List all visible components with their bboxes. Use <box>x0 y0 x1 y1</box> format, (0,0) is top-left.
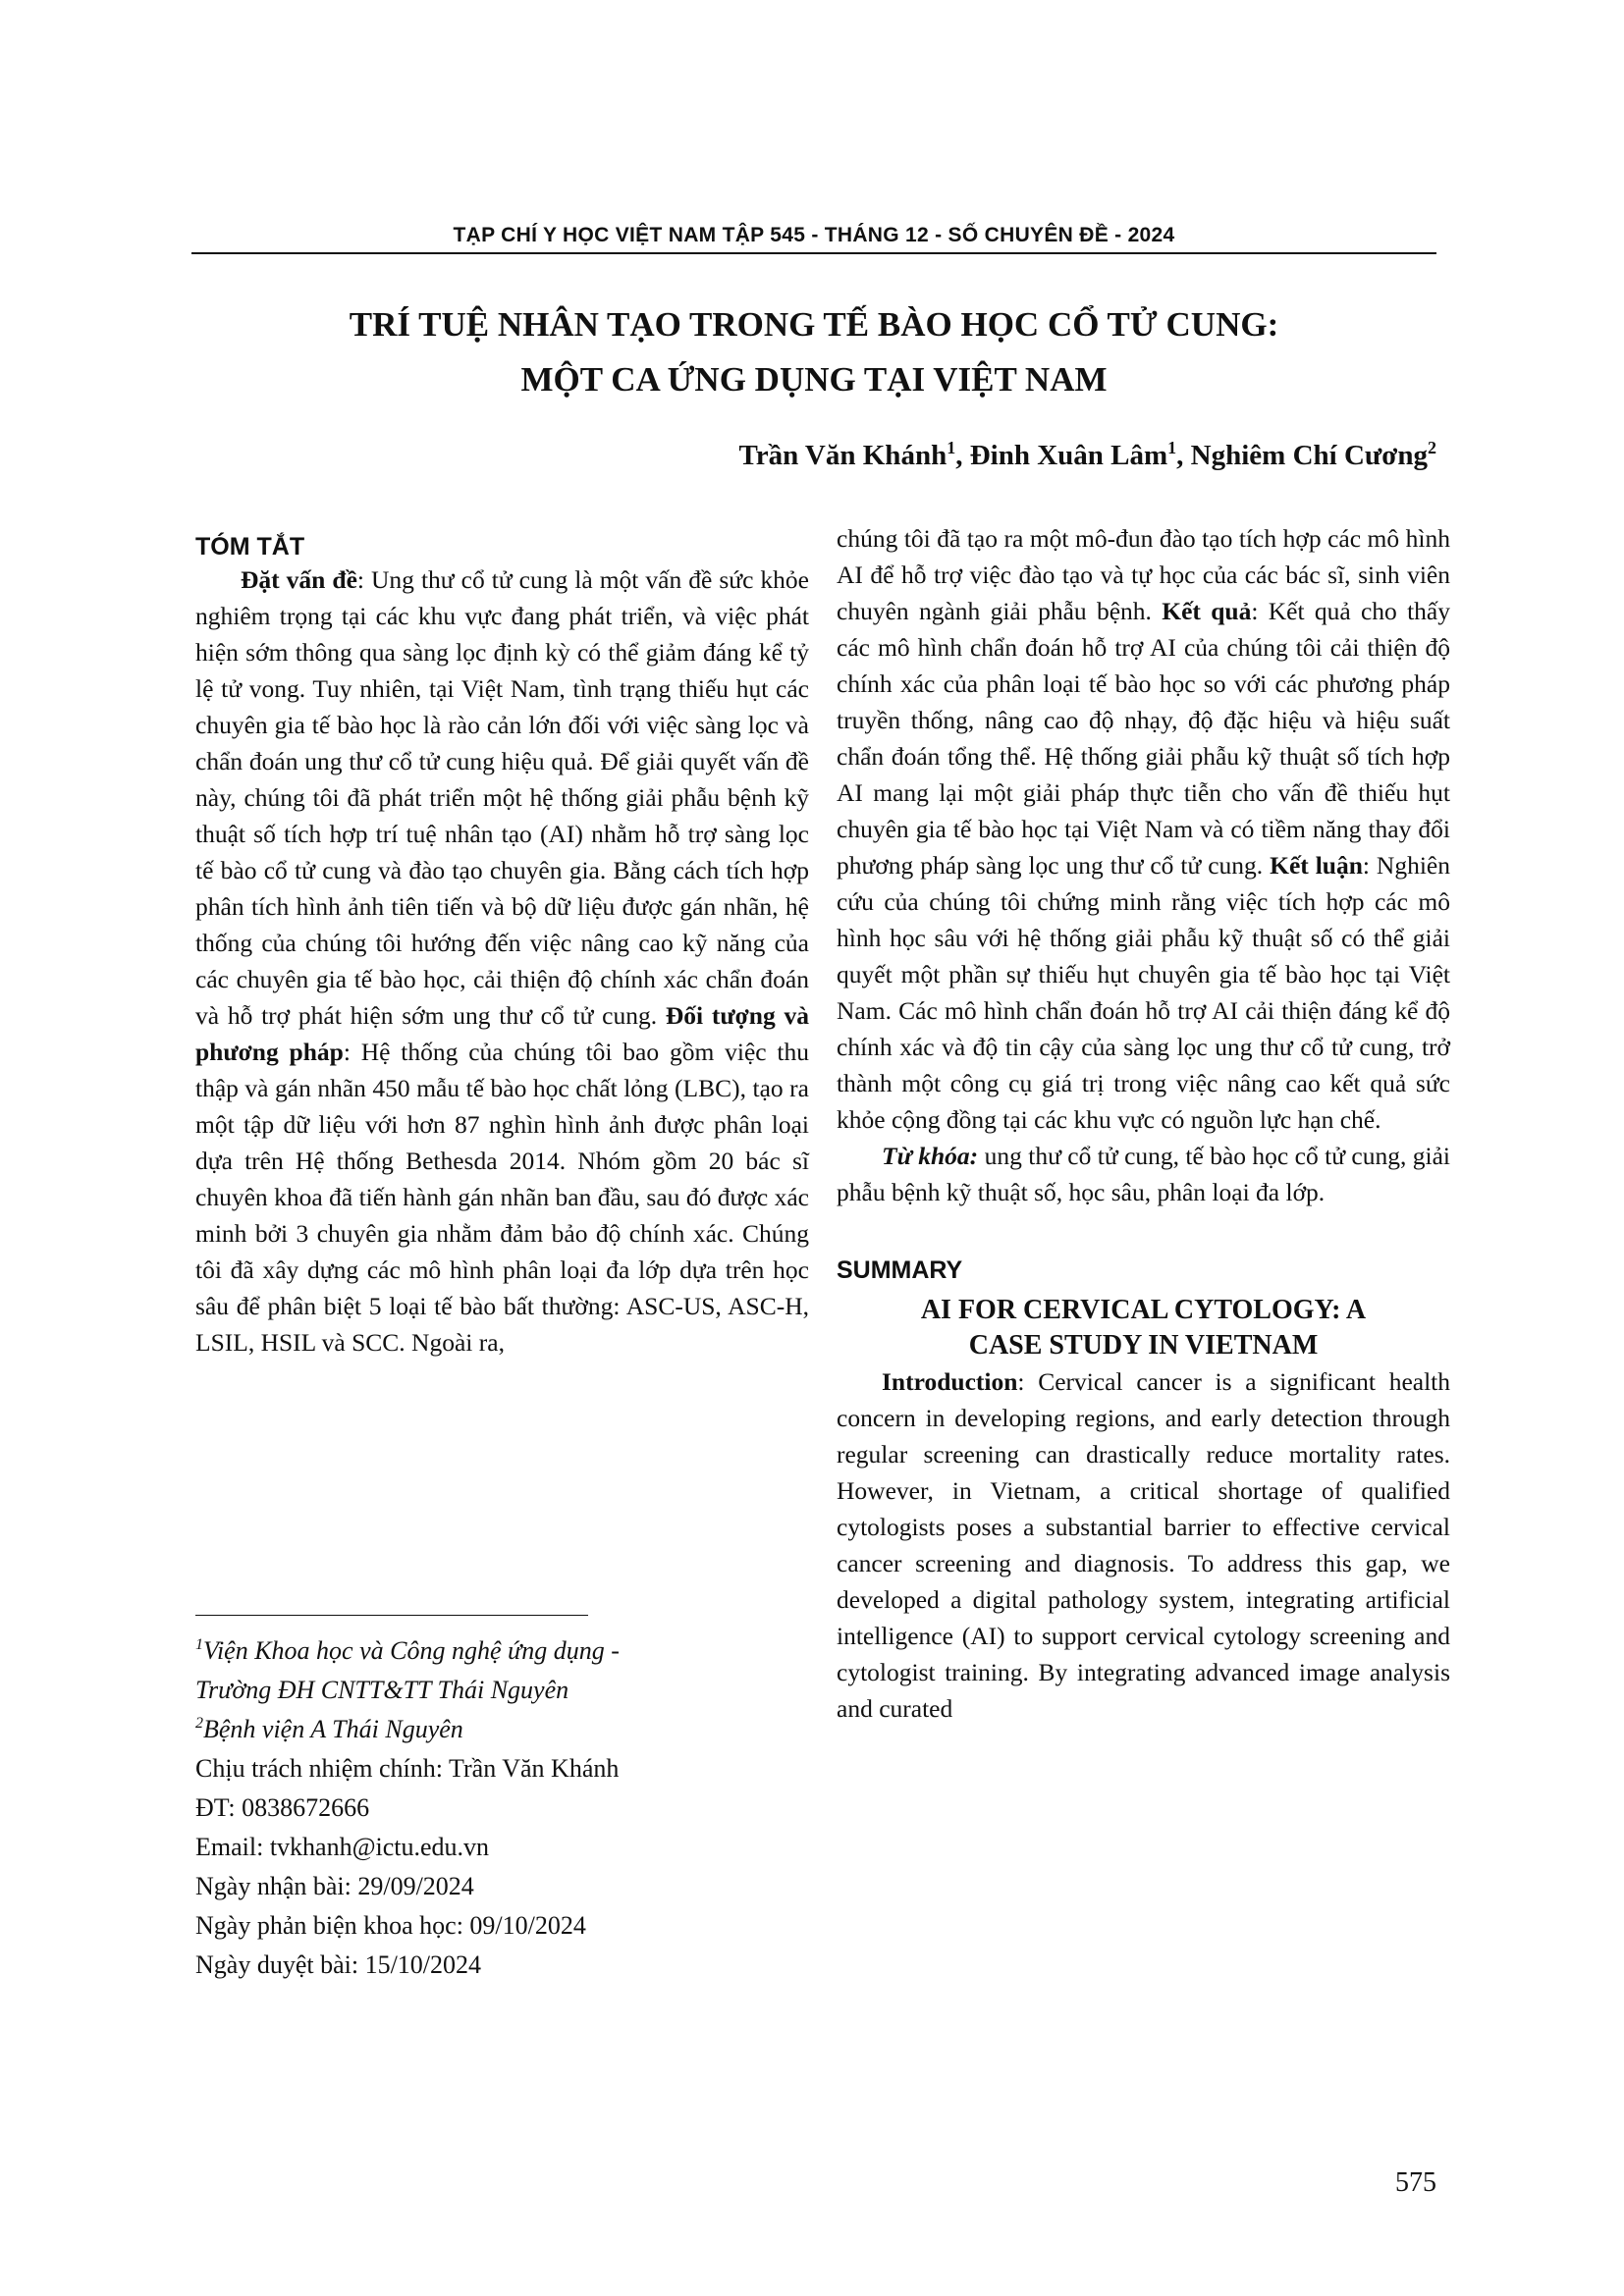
abstract-paragraph-vi-continued <box>837 520 1450 1138</box>
affiliation-1 <box>195 1631 809 1671</box>
article-title-line-1: TRÍ TUỆ NHÂN TẠO TRONG TẾ BÀO HỌC CỔ TỬ CUNG: <box>349 305 1279 344</box>
intro-text: : Ung thư cổ tử cung là một vấn đề sức khỏe nghiêm trọng tại các khu vực đang phát triển, và việc phát hiện sớm thông qua sàng lọc định kỳ có thể giảm đáng kể tỷ lệ tử vong. Tuy nhiên, tại Việt Nam, tình trạng thiếu hụt các chuyên gia tế bào học là rào cản lớn đối với việc sàng lọc và chẩn đoán ung thư cổ tử cung hiệu quả. Để giải quyết vấn đề này, chúng tôi đã phát triển một hệ thống giải phẫu bệnh kỹ thuật số tích hợp trí tuệ nhân tạo (AI) nhằm hỗ trợ sàng lọc tế bào cổ tử cung và đào tạo chuyên gia. Bằng cách tích hợp phân tích hình ảnh tiên tiến và bộ dữ liệu được gán nhãn, hệ thống của chúng tôi hướng đến việc nâng cao kỹ năng của các chuyên gia tế bào học, cải thiện độ chính xác chẩn đoán và hỗ trợ phát hiện sớm ung thư cổ tử cung. <box>195 565 809 1030</box>
conclusion-label: Kết luận <box>1270 851 1363 880</box>
corresponding-author: Chịu trách nhiệm chính: Trần Văn Khánh <box>195 1754 620 1783</box>
header-rule <box>191 252 1436 254</box>
keywords-text: ung thư cổ tử cung, tế bào học cổ tử cung, giải phẫu bệnh kỹ thuật số, học sâu, phân loại đa lớp. <box>837 1142 1451 1206</box>
footnotes <box>195 1631 809 1985</box>
author-name: Trần Văn Khánh <box>738 440 947 471</box>
intro-label: Đặt vấn đề <box>241 565 357 594</box>
email-address: Email: tvkhanh@ictu.edu.vn <box>195 1833 490 1861</box>
date-reviewed: Ngày phản biện khoa học: 09/10/2024 <box>195 1911 586 1940</box>
author-affiliation-marker: 1 <box>947 438 956 457</box>
results-label: Kết quả <box>1162 597 1252 625</box>
methods-text-continued: chúng tôi đã tạo ra một mô-đun đào tạo tích hợp các mô hình AI để hỗ trợ việc đào tạo và tự học của các bác sĩ, sinh viên chuyên ngành giải phẫu bệnh. <box>837 524 1450 625</box>
article-title <box>191 297 1436 407</box>
author-name: Nghiêm Chí Cương <box>1190 440 1428 471</box>
english-title-line-1: AI FOR CERVICAL CYTOLOGY: A <box>920 1295 1367 1325</box>
abstract-heading: TÓM TẮT <box>195 533 305 561</box>
author-separator: , <box>1176 440 1191 471</box>
english-title <box>837 1293 1450 1363</box>
running-header: TẠP CHÍ Y HỌC VIỆT NAM TẬP 545 - THÁNG 12 - SỐ CHUYÊN ĐỀ - 2024 <box>453 224 1175 246</box>
keywords-label: Từ khóa: <box>882 1142 979 1170</box>
page-number: 575 <box>1395 2167 1436 2198</box>
summary-heading: SUMMARY <box>837 1256 963 1284</box>
phone-number: ĐT: 0838672666 <box>195 1793 370 1822</box>
affiliation-marker: 1 <box>195 1636 203 1653</box>
author-affiliation-marker: 2 <box>1428 438 1436 457</box>
affiliation-1-line-1: Viện Khoa học và Công nghệ ứng dụng - <box>203 1636 620 1665</box>
introduction-text: : Cervical cancer is a significant health concern in developing regions, and early detection through regular screening can drastically reduce mortality rates. However, in Vietnam, a critical shortage of qualified cytologists poses a substantial barrier to effective cervical cancer screening and diagnosis. To address this gap, we developed a digital pathology system, integrating artificial intelligence (AI) to support cervical cytology screening and cytologist training. By integrating advanced image analysis and curated <box>837 1367 1450 1723</box>
article-title-line-2: MỘT CA ỨNG DỤNG TẠI VIỆT NAM <box>520 360 1108 399</box>
author-separator: , <box>955 440 970 471</box>
methods-text: : Hệ thống của chúng tôi bao gồm việc thu thập và gán nhãn 450 mẫu tế bào học chất lỏng (LBC), tạo ra một tập dữ liệu với hơn 87 nghìn hình ảnh được phân loại dựa trên Hệ thống Bethesda 2014. Nhóm gồm 20 bác sĩ chuyên khoa đã tiến hành gán nhãn ban đầu, sau đó được xác minh bởi 3 chuyên gia nhằm đảm bảo độ chính xác. Chúng tôi đã xây dựng các mô hình phân loại đa lớp dựa trên học sâu để phân biệt 5 loại tế bào bất thường: ASC-US, ASC-H, LSIL, HSIL và SCC. Ngoài ra, <box>195 1038 809 1357</box>
conclusion-text: : Nghiên cứu của chúng tôi chứng minh rằng việc tích hợp các mô hình học sâu với hệ thống giải phẫu kỹ thuật số có thể giải quyết một phần sự thiếu hụt chuyên gia tế bào học tại Việt Nam. Các mô hình chẩn đoán hỗ trợ AI cải thiện đáng kể độ chính xác và độ tin cậy của sàng lọc ung thư cổ tử cung, trở thành một công cụ giá trị trong việc nâng cao kết quả sức khỏe cộng đồng tại các khu vực có nguồn lực hạn chế. <box>837 851 1451 1134</box>
introduction-label: Introduction <box>882 1367 1018 1396</box>
english-title-line-2: CASE STUDY IN VIETNAM <box>968 1330 1319 1361</box>
footnote-rule <box>195 1615 588 1616</box>
author-name: Đinh Xuân Lâm <box>969 440 1168 471</box>
author-affiliation-marker: 1 <box>1167 438 1177 457</box>
results-text: : Kết quả cho thấy các mô hình chẩn đoán hỗ trợ AI của chúng tôi cải thiện độ chính xác của phân loại tế bào học so với các phương pháp truyền thống, nâng cao độ nhạy, độ đặc hiệu và hiệu suất chẩn đoán tổng thể. Hệ thống giải phẫu kỹ thuật số tích hợp AI mang lại một giải pháp thực tiễn cho vấn đề thiếu hụt chuyên gia tế bào học tại Việt Nam và có tiềm năng thay đổi phương pháp sàng lọc ung thư cổ tử cung. <box>837 597 1451 880</box>
right-column <box>837 520 1450 1727</box>
abstract-paragraph-vi <box>195 561 809 1361</box>
summary-paragraph-en <box>837 1363 1450 1727</box>
affiliation-marker: 2 <box>195 1715 203 1732</box>
date-received: Ngày nhận bài: 29/09/2024 <box>195 1872 474 1900</box>
affiliation-2-text: Bệnh viện A Thái Nguyên <box>203 1715 463 1743</box>
affiliation-1-line-2: Trường ĐH CNTT&TT Thái Nguyên <box>195 1676 569 1704</box>
affiliation-2 <box>195 1710 809 1749</box>
author-list <box>739 440 1436 472</box>
date-accepted: Ngày duyệt bài: 15/10/2024 <box>195 1950 482 1979</box>
methods-label: Đối tượng và phương pháp <box>195 1001 809 1066</box>
keywords-paragraph <box>837 1138 1450 1210</box>
left-column <box>195 520 809 1361</box>
